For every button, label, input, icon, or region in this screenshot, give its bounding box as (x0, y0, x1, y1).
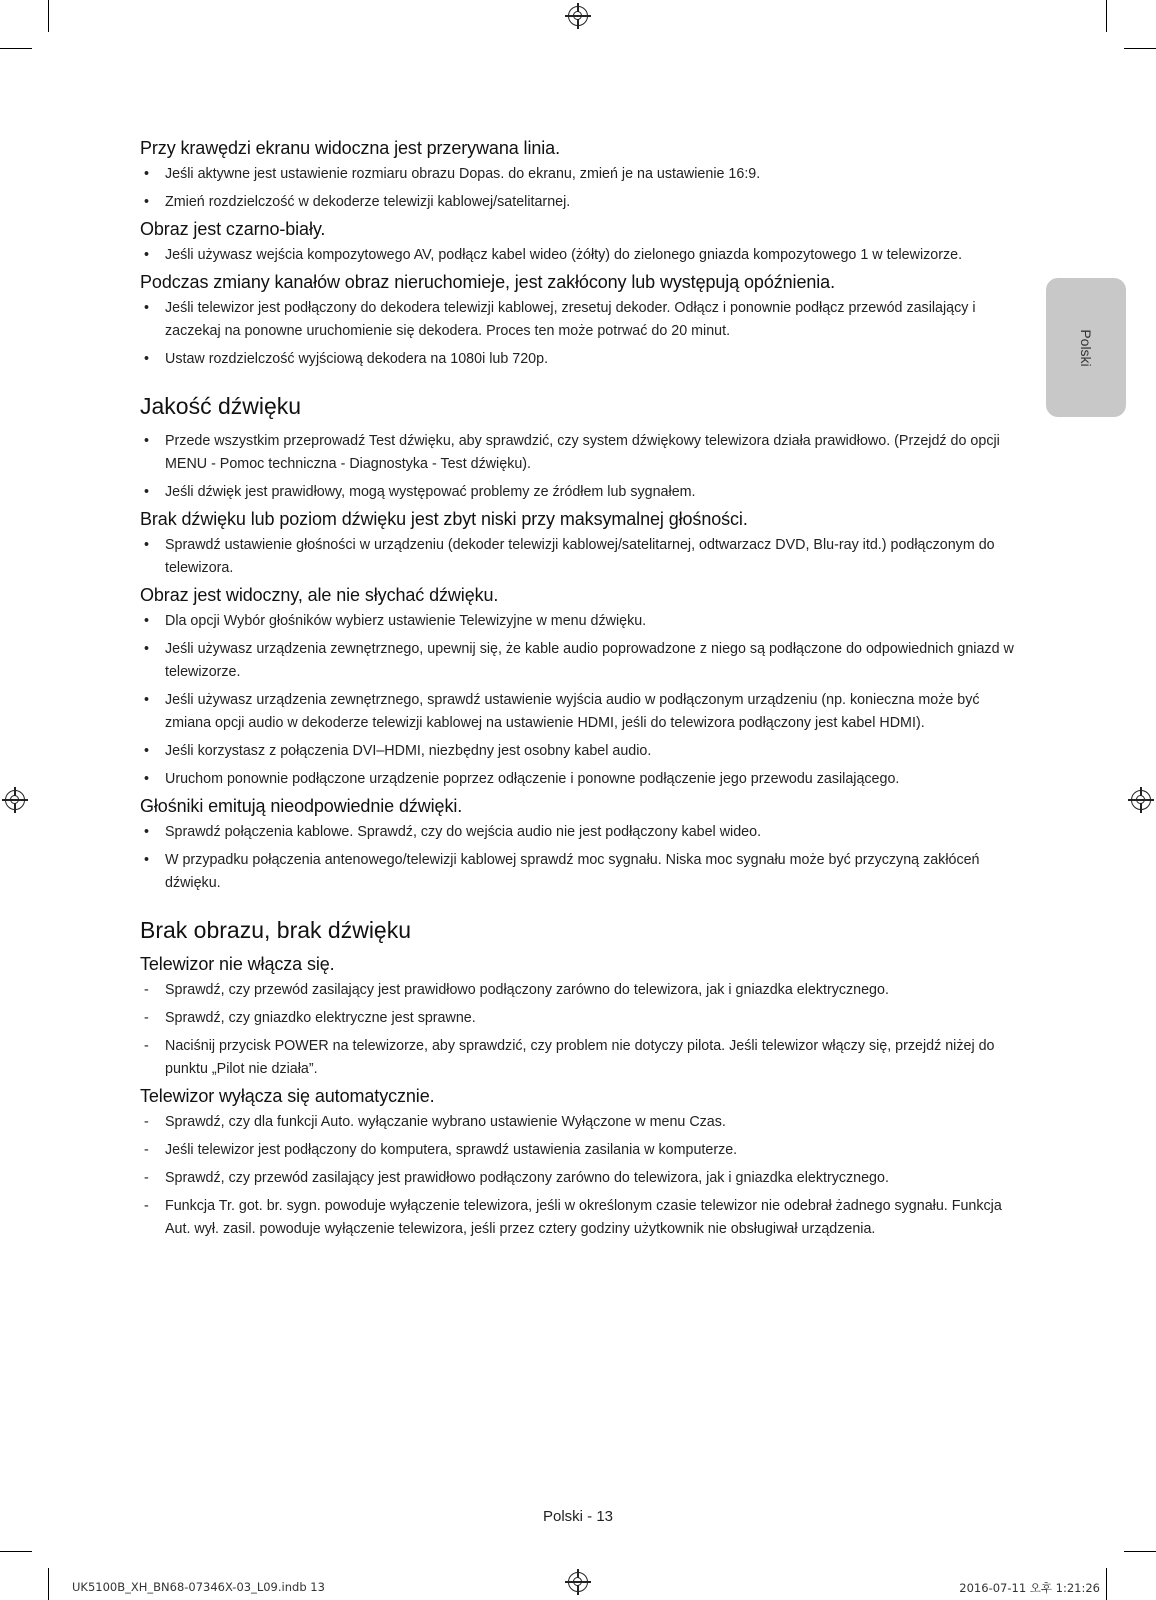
list-item (140, 1167, 1020, 1190)
bullet-marker: - (144, 982, 149, 998)
bullet-marker: - (144, 1170, 149, 1186)
bullet-list (140, 244, 1020, 267)
crop-mark (48, 1568, 49, 1600)
list-item-text: Sprawdź połączenia kablowe. Sprawdź, czy do wejścia audio nie jest podłączony kabel wideo. (165, 824, 762, 840)
subsection-heading: Telewizor wyłącza się automatycznie. (140, 1086, 435, 1106)
registration-mark-icon (1131, 790, 1151, 810)
list-item-text: Jeśli używasz wejścia kompozytowego AV, podłącz kabel wideo (żółty) do zielonego gniazda kompozytowego 1 w telewizorze. (165, 247, 963, 263)
list-item (140, 1195, 1020, 1241)
list-item (140, 534, 1020, 580)
crop-mark (1106, 0, 1107, 32)
list-item (140, 1035, 1020, 1081)
bullet-list (140, 534, 1020, 580)
list-item (140, 740, 1020, 763)
bullet-marker: • (144, 641, 150, 657)
bullet-marker: - (144, 1114, 149, 1130)
page-number: Polski - 13 (542, 1508, 614, 1525)
crop-mark (1106, 1568, 1107, 1600)
bullet-list (140, 610, 1020, 791)
list-item (140, 768, 1020, 791)
crop-mark (48, 0, 49, 32)
bullet-marker: • (144, 613, 150, 629)
bullet-marker: - (144, 1198, 149, 1214)
language-tab (1046, 278, 1126, 417)
bullet-list (140, 297, 1020, 371)
bullet-marker: • (144, 166, 150, 182)
registration-mark-icon (568, 6, 588, 26)
list-item-text: Jeśli używasz urządzenia zewnętrznego, upewnij się, że kable audio poprowadzone z niego są podłączone do odpowiednich gniazd w telewizorze. (165, 641, 1014, 680)
subsection-heading: Przy krawędzi ekranu widoczna jest przerywana linia. (140, 138, 560, 158)
bullet-list (140, 1111, 1020, 1241)
bullet-marker: • (144, 537, 150, 553)
list-item-text: W przypadku połączenia antenowego/telewizji kablowej sprawdź moc sygnału. Niska moc sygnału może być przyczyną zakłóceń dźwięku. (165, 852, 980, 891)
list-item-text: Jeśli używasz urządzenia zewnętrznego, sprawdź ustawienie wyjścia audio w podłączonym urządzeniu (np. konieczna może być zmiana opcji audio w dekoderze telewizji kablowej na ustawienie HDMI, jeśli do telewizora podłączony jest kabel HDMI). (165, 692, 980, 731)
list-item (140, 191, 1020, 214)
list-item-text: Sprawdź ustawienie głośności w urządzeniu (dekoder telewizji kablowej/satelitarnej, odtwarzacz DVD, Blu-ray itd.) podłączonym do telewizora. (165, 537, 995, 576)
list-item-text: Przede wszystkim przeprowadź Test dźwięku, aby sprawdzić, czy system dźwiękowy telewizora działa prawidłowo. (Przejdź do opcji MENU - Pomoc techniczna - Diagnostyka - Test dźwięku). (165, 433, 1000, 472)
list-item-text: Zmień rozdzielczość w dekoderze telewizji kablowej/satelitarnej. (165, 194, 571, 210)
subsection-heading: Brak dźwięku lub poziom dźwięku jest zbyt niski przy maksymalnej głośności. (140, 509, 748, 529)
bullet-marker: • (144, 247, 150, 263)
list-item (140, 430, 1020, 476)
list-item (140, 849, 1020, 895)
bullet-list (140, 430, 1020, 504)
crop-mark (1124, 1551, 1156, 1552)
subsection-heading: Podczas zmiany kanałów obraz nieruchomieje, jest zakłócony lub występują opóźnienia. (140, 272, 835, 292)
list-item-text: Jeśli dźwięk jest prawidłowy, mogą występować problemy ze źródłem lub sygnałem. (165, 484, 696, 500)
section-heading: Brak obrazu, brak dźwięku (140, 917, 412, 943)
subsection-heading: Obraz jest widoczny, ale nie słychać dźwięku. (140, 585, 499, 605)
crop-mark (0, 1551, 32, 1552)
bullet-marker: • (144, 852, 150, 868)
list-item (140, 297, 1020, 343)
list-item-text: Dla opcji Wybór głośników wybierz ustawienie Telewizyjne w menu dźwięku. (165, 613, 647, 629)
subsection-heading: Telewizor nie włącza się. (140, 954, 335, 974)
bullet-marker: • (144, 692, 150, 708)
list-item (140, 638, 1020, 684)
bullet-marker: • (144, 771, 150, 787)
list-item (140, 348, 1020, 371)
list-item (140, 1139, 1020, 1162)
subsection-heading: Obraz jest czarno-biały. (140, 219, 326, 239)
print-slug-right: 2016-07-11 오후 1:21:26 (959, 1581, 1100, 1595)
section-heading: Jakość dźwięku (140, 393, 302, 419)
list-item-text: Funkcja Tr. got. br. sygn. powoduje wyłączenie telewizora, jeśli w określonym czasie telewizor nie odebrał żadnego sygnału. Funkcja Aut. wył. zasil. powoduje wyłączenie telewizora, jeśli przez cztery godziny użytkownik nie obsługiwał urządzenia. (165, 1198, 1002, 1237)
list-item-text: Jeśli telewizor jest podłączony do dekodera telewizji kablowej, zresetuj dekoder. Odłącz i ponownie podłącz przewód zasilający i zaczekaj na ponowne uruchomienie się dekodera. Proces ten może potrwać do 20 minut. (165, 300, 976, 339)
list-item-text: Sprawdź, czy dla funkcji Auto. wyłączanie wybrano ustawienie Wyłączone w menu Czas. (165, 1114, 726, 1130)
list-item (140, 689, 1020, 735)
bullet-marker: • (144, 194, 150, 210)
bullet-marker: - (144, 1038, 149, 1054)
language-tab-label: Polski (1078, 328, 1094, 367)
print-slug-left: UK5100B_XH_BN68-07346X-03_L09.indb 13 (72, 1580, 325, 1594)
registration-mark-icon (5, 790, 25, 810)
bullet-marker: - (144, 1010, 149, 1026)
bullet-marker: - (144, 1142, 149, 1158)
list-item-text: Jeśli telewizor jest podłączony do komputera, sprawdź ustawienia zasilania w komputerze. (165, 1142, 738, 1158)
bullet-list (140, 163, 1020, 214)
bullet-marker: • (144, 484, 150, 500)
troubleshooting-content (140, 138, 1020, 1246)
crop-mark (1124, 48, 1156, 49)
list-item (140, 244, 1020, 267)
list-item-text: Naciśnij przycisk POWER na telewizorze, aby sprawdzić, czy problem nie dotyczy pilota. Jeśli telewizor włączy się, przejdź niżej do punktu „Pilot nie działa”. (165, 1038, 995, 1077)
list-item (140, 1007, 1020, 1030)
bullet-marker: • (144, 824, 150, 840)
list-item (140, 610, 1020, 633)
list-item (140, 821, 1020, 844)
list-item-text: Ustaw rozdzielczość wyjściową dekodera na 1080i lub 720p. (165, 351, 549, 367)
registration-mark-icon (568, 1572, 588, 1592)
crop-mark (0, 48, 32, 49)
bullet-marker: • (144, 300, 150, 316)
bullet-list (140, 821, 1020, 895)
list-item-text: Sprawdź, czy przewód zasilający jest prawidłowo podłączony zarówno do telewizora, jak i gniazdka elektrycznego. (165, 1170, 889, 1186)
list-item (140, 979, 1020, 1002)
bullet-list (140, 979, 1020, 1081)
bullet-marker: • (144, 351, 150, 367)
list-item (140, 163, 1020, 186)
list-item (140, 1111, 1020, 1134)
list-item (140, 481, 1020, 504)
list-item-text: Jeśli aktywne jest ustawienie rozmiaru obrazu Dopas. do ekranu, zmień je na ustawienie 16:9. (165, 166, 761, 182)
bullet-marker: • (144, 743, 150, 759)
list-item-text: Sprawdź, czy gniazdko elektryczne jest sprawne. (165, 1010, 476, 1026)
list-item-text: Uruchom ponownie podłączone urządzenie poprzez odłączenie i ponowne podłączenie jego przewodu zasilającego. (165, 771, 900, 787)
list-item-text: Jeśli korzystasz z połączenia DVI–HDMI, niezbędny jest osobny kabel audio. (165, 743, 652, 759)
bullet-marker: • (144, 433, 150, 449)
subsection-heading: Głośniki emitują nieodpowiednie dźwięki. (140, 796, 463, 816)
list-item-text: Sprawdź, czy przewód zasilający jest prawidłowo podłączony zarówno do telewizora, jak i gniazdka elektrycznego. (165, 982, 889, 998)
